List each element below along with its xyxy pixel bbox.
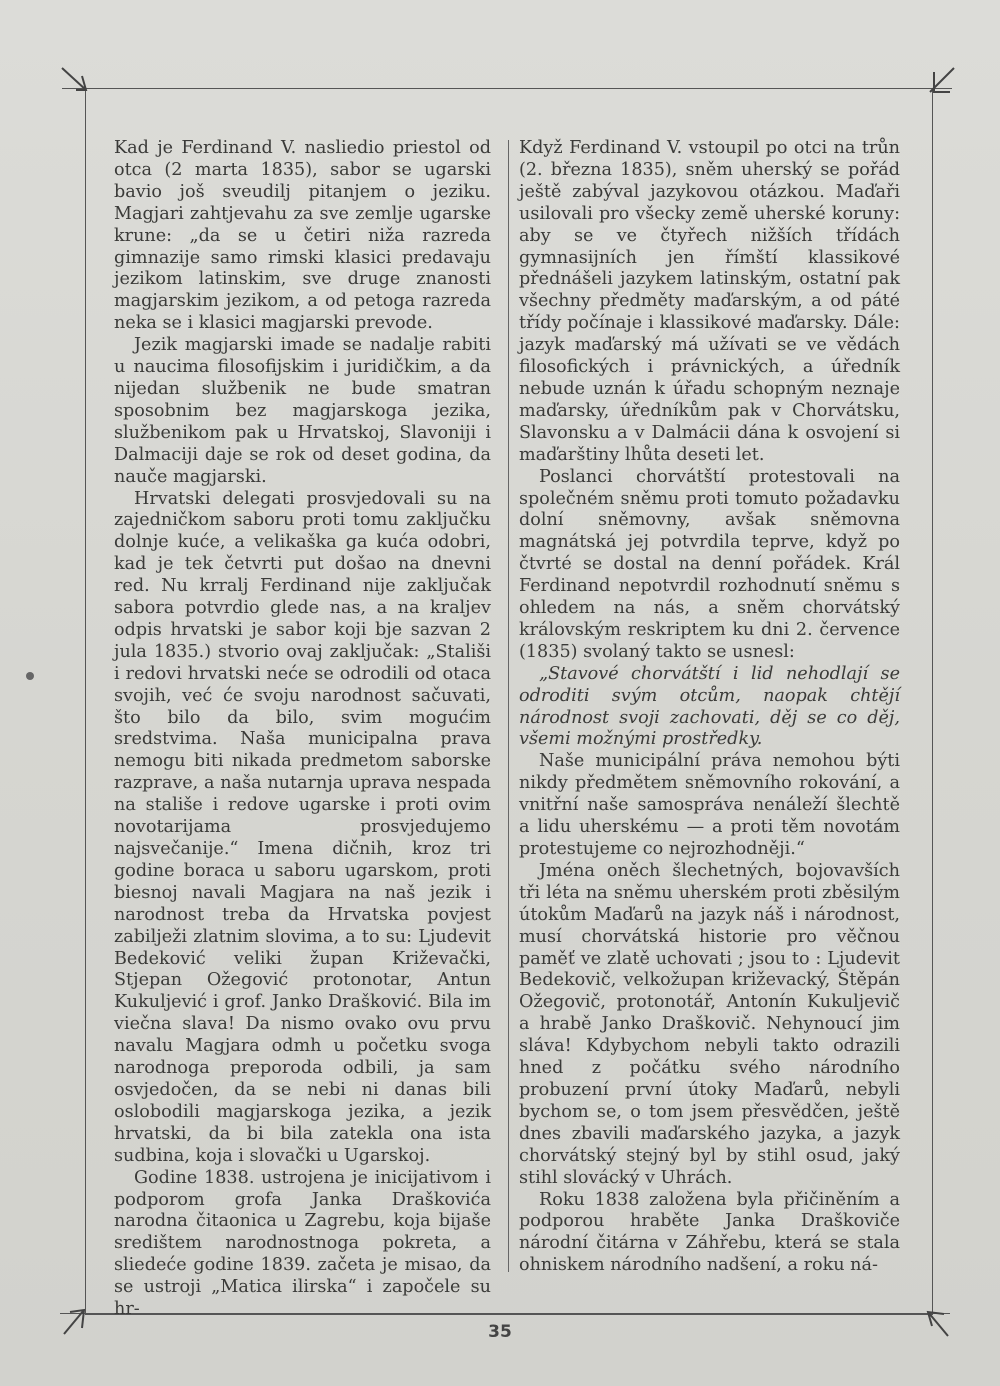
right-paragraph: Roku 1838 založena byla přičiněním a podporou hraběte Janka Draškoviče národní čitárna v Záhřebu, která se stala ohniskem národního nadšení, a roku ná- xyxy=(519,1189,900,1276)
right-paragraph: Když Ferdinand V. vstoupil po otci na trůn (2. března 1835), sněm uherský se pořád ještě zabýval jazykovou otázkou. Maďaři usilovali pro všecky země uherské koruny: aby se ve čtyřech nižších třídách gymnasijních jen římští klassikové přednášeli jazykem latinským, ostatní pak všechny předměty maďarským, a od páté třídy počínaje i klassikové maďarsky. Dále: jazyk maďarský má užívati se ve vědách filosofických i právnických, a úředník nebude uznán k úřadu schopným neznaje maďarsky, úředníkům pak v Chorvátsku, Slavonsku a v Dalmácii dána k osvojení si maďarštiny lhůta deseti let. xyxy=(519,138,900,465)
right-column-czech xyxy=(519,138,900,1277)
left-paragraph: Kad je Ferdinand V. nasliedio priestol od otca (2 marta 1835), sabor se ugarski bavio još sveudilj pitanjem o jeziku. Magjari zahtjevahu za sve zemlje ugarske krune: „da se u četiri niža razreda gimnazije samo rimski klasici predavaju jezikom latinskim, sve druge znanosti magjarskim jezikom, a od petoga razreda neka se i klasici magjarski prevode. xyxy=(114,138,491,334)
column-divider xyxy=(508,140,509,1272)
left-paragraph: Hrvatski delegati prosvjedovali su na zajedničkom saboru proti tomu zaključku dolnje kuće, a velikaška ga kuća odobri, kad je tek četvrti put došao na dnevni red. Nu krralj Ferdinand nije zaključak sabora potvrdio glede nas, a na kraljev odpis hrvatski je sabor koji bje sazvan 2 jula 1835.) stvorio ovaj zaključak: „Stališi i redovi hrvatski neće se odrodili od otaca svojih, već će svoju narodnost sačuvati, što bilo da bilo, svim mogućim sredstvima. Naša municipalna prava nemogu biti nikada predmetom saborske razprave, a naša nutarnja uprava nespada na stališe i redove ugarske i proti ovim novotarijama prosvjedujemo najsvečanije.“ Imena dičnih, kroz tri godine boraca u saboru ugarskom, proti biesnoj navali Magjara na naš jezik i narodnost treba da Hrvatska povjest zabilježi zlatnim slovima, a to su: Ljudevit Bedeković veliki župan Križevački, Stjepan Ožegović protonotar, Antun Kukuljević i grof. Janko Drašković. Bila im viečna slava! Da nismo ovako ovu prvu navalu Magjara odmh u početku svoga narodnoga preporoda odbili, ja sam osvjedočen, da se nebi ni danas bili oslobodili magjarskoga jezika, a jezik hrvatski, da bi bila zatekla ona ista sudbina, koja i slovački u Ugarskoj. xyxy=(114,488,491,1166)
left-paragraph: Jezik magjarski imade se nadalje rabiti u naucima filosofijskim i juridičkim, a da nijedan službenik ne bude smatran sposobnim bez magjarskoga jezika, službenikom pak u Hrvatskoj, Slavoniji i Dalmaciji daje se rok od deset godina, da nauče magjarski. xyxy=(114,335,491,487)
corner-mark-top-left-icon xyxy=(58,60,98,100)
corner-mark-top-right-icon xyxy=(920,62,960,102)
page-number: 35 xyxy=(488,1322,512,1342)
corner-mark-bottom-right-icon xyxy=(914,1300,954,1340)
corner-mark-bottom-left-icon xyxy=(60,1300,100,1340)
ink-spot-icon xyxy=(26,672,34,680)
right-paragraph: „Stavové chorvátští i lid nehodlají se odroditi svým otcům, naopak chtějí národnost svoji zachovati, děj se co děj, všemi možnými prostředky. xyxy=(519,663,900,750)
right-paragraph: Naše municipální práva nemohou býti nikdy předmětem sněmovního rokování, a vnitřní naše samospráva nenáleží šlechtě a lidu uherskému — a proti těm novotám protestujeme co nejrozhodněji.“ xyxy=(519,751,900,859)
right-paragraph: Poslanci chorvátští protestovali na společném sněmu proti tomuto požadavku dolní sněmovny, avšak sněmovna magnátská jej potvrdila teprve, když po čtvrté se dostal na denní pořádek. Král Ferdinand nepotvrdil rozhodnutí sněmu s ohledem na nás, a sněm chorvátský královským reskriptem ku dni 2. července (1835) svolaný takto se usnesl: xyxy=(519,466,900,662)
left-paragraph: Godine 1838. ustrojena je inicijativom i podporom grofa Janka Draškovića narodna čitaonica u Zagrebu, koja bijaše središtem narodnostnoga pokreta, a sliedeće godine 1839. začeta je misao, da se ustroji „Matica ilirska“ i započele su hr- xyxy=(114,1167,491,1320)
right-paragraph: Jména oněch šlechetných, bojovavších tři léta na sněmu uherském proti zběsilým útokům Maďarů na jazyk náš i národnost, musí chorvátská historie pro věčnou paměť ve zlatě uchovati ; jsou to : Ljudevit Bedekovič, velkožupan križevacký, Štěpán Ožegovič, protonotář, Antonín Kukuljevič a hrabě Janko Draškovič. Nehynoucí jim sláva! Kdybychom nebyli takto odrazili hned z počátku svého národního probuzení první útoky Maďarů, nebyli bychom se, o tom jsem přesvědčen, ještě dnes zbavili maďarského jazyka, a jazyk chorvátský stejný byl by stihl osud, jaký stihl slovácký v Uhrách. xyxy=(519,860,900,1188)
left-column-croatian xyxy=(114,138,491,1321)
